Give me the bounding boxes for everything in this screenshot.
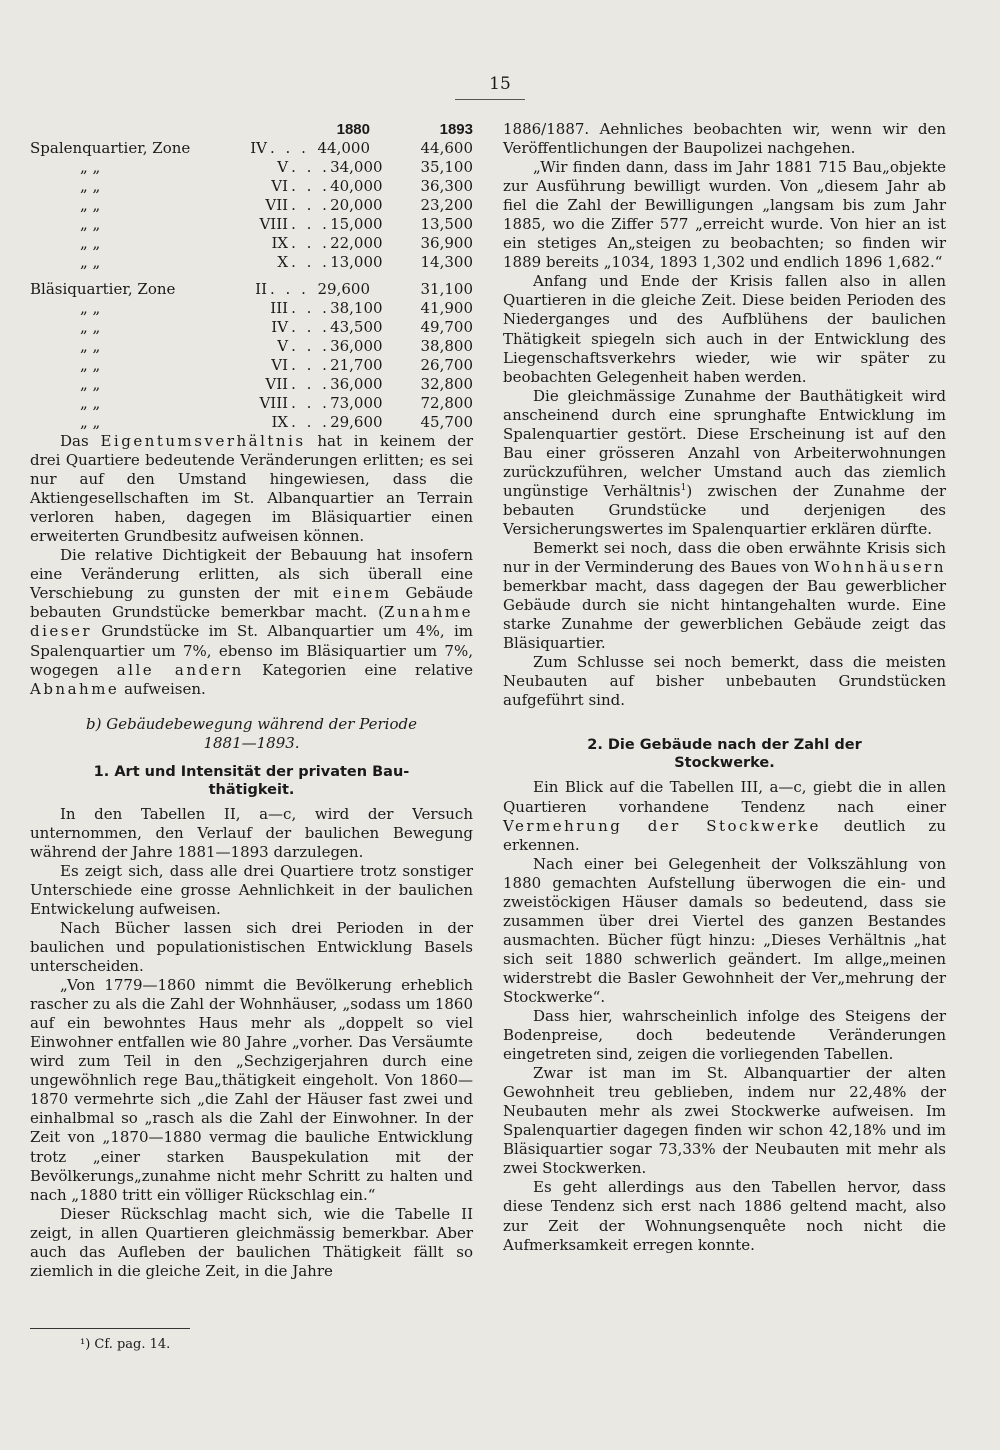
table-row bbox=[30, 158, 473, 177]
value-1893: 35,100 bbox=[420, 158, 473, 176]
zone-cell: VII bbox=[265, 375, 289, 393]
leader-dots: . . . bbox=[270, 280, 309, 298]
zone-cell: VI bbox=[271, 356, 289, 374]
zone-cell: III bbox=[270, 299, 289, 317]
quarter-label: „ „ bbox=[80, 356, 101, 374]
quarter-label: „ „ bbox=[80, 196, 101, 214]
value-1893: 41,900 bbox=[420, 299, 473, 317]
leader-dots: . . . bbox=[291, 394, 330, 412]
statistics-table bbox=[30, 120, 473, 432]
quarter-label: „ „ bbox=[80, 215, 101, 233]
paragraph: Es geht allerdings aus den Tabellen hervor, dass diese Tendenz sich erst nach 1886 geltend macht, also zur Zeit der Wohnungsenquête noch nicht die Aufmerksamkeit erregen konnte. bbox=[503, 1178, 946, 1254]
value-1893: 13,500 bbox=[420, 215, 473, 233]
table-row bbox=[30, 394, 473, 413]
value-1880: 34,000 bbox=[330, 158, 383, 176]
value-1893: 45,700 bbox=[420, 413, 473, 431]
zone-cell: VIII bbox=[259, 215, 289, 233]
quarter-label: „ „ bbox=[80, 413, 101, 431]
spalen-rows bbox=[30, 139, 473, 272]
paragraph: Die relative Dichtigkeit der Bebauung hat insofern eine Veränderung erlitten, als sich überall eine Verschiebung zu gunsten der mit einem Gebäude bebauten Grundstücke bemerkbar macht. (Zunahme dieser Grundstücke im St. Albanquartier um 4%, im Spalenquartier um 7%, ebenso im Bläsiquartier um 7%, wogegen alle andern Kategorien eine relative Abnahme aufweisen. bbox=[30, 546, 473, 698]
table-row bbox=[30, 280, 473, 299]
paragraph: In den Tabellen II, a—c, wird der Versuch unternommen, den Verlauf der baulichen Bewegung während der Jahre 1881—1893 darzulegen. bbox=[30, 804, 473, 861]
table-header-row bbox=[30, 120, 473, 139]
value-1893: 72,800 bbox=[420, 394, 473, 412]
paragraph: Die gleichmässige Zunahme der Bauthätigkeit wird anscheinend durch eine sprunghafte Entwicklung im Spalenquartier gestört. Diese Erscheinung ist auf den Bau einer grösseren Anzahl von Arbeiterwohnungen zurückzuführen, welcher Umstand auch das ziemlich ungünstige Verhältnis$^1$) zwischen der Zunahme der bebauten Grundstücke und derjenigen des Versicherungswertes im Spalenquartier erklären dürfte. bbox=[503, 386, 946, 538]
section-heading-1: 1. Art und Intensität der privaten Bau- thätigkeit. bbox=[93, 763, 410, 798]
header-1893: 1893 bbox=[439, 121, 473, 138]
value-1880: 36,000 bbox=[330, 337, 383, 355]
paragraph: Nach einer bei Gelegenheit der Volkszählung von 1880 gemachten Aufstellung überwogen die ein- und zweistöckigen Häuser damals so bedeutend, dass sie zusammen über drei Viertel des ganzen Bestandes ausmachten. Bücher fügt hinzu: „Dieses Verhältnis „hat sich seit 1880 schwerlich geändert. Im allge„meinen widerstrebt die Basler Gewohnheit der Ver„mehrung der Stockwerke“. bbox=[503, 854, 946, 1006]
quarter-label: „ „ bbox=[80, 337, 101, 355]
table-row bbox=[30, 413, 473, 432]
value-1893: 36,900 bbox=[420, 234, 473, 252]
paragraph: Es zeigt sich, dass alle drei Quartiere trotz sonstiger Unterschiede eine grosse Aehnlichkeit in der baulichen Entwickelung aufweisen. bbox=[30, 861, 473, 918]
zone-cell: V bbox=[277, 158, 289, 176]
value-1893: 32,800 bbox=[420, 375, 473, 393]
zone-cell: V bbox=[277, 337, 289, 355]
table-row bbox=[30, 196, 473, 215]
leader-dots: . . . bbox=[291, 253, 330, 271]
value-1880: 20,000 bbox=[330, 196, 383, 214]
quarter-label: „ „ bbox=[80, 318, 101, 336]
value-1880: 36,000 bbox=[330, 375, 383, 393]
header-1880: 1880 bbox=[336, 121, 370, 138]
leader-dots: . . . bbox=[291, 299, 330, 317]
value-1880: 15,000 bbox=[330, 215, 383, 233]
quotation-paragraph: „Wir finden dann, dass im Jahr 1881 715 Bau„objekte zur Ausführung bewilligt wurden. Von „diesem Jahr ab fiel die Zahl der Bewilligungen „langsam bis zum Jahr 1885, wo die Ziffer 577 „erreicht wurde. Von hier an ist ein stetiges An„steigen zu beobachten; so finden wir 1889 bereits „1034, 1893 1,302 und endlich 1896 1,682.“ bbox=[503, 158, 946, 272]
section-subheading-b: b) Gebäudebewegung während der Periode 1881—1893. bbox=[86, 714, 417, 752]
value-1880: 29,600 bbox=[330, 413, 383, 431]
value-1893: 31,100 bbox=[420, 280, 473, 298]
table-row bbox=[30, 337, 473, 356]
table-row bbox=[30, 177, 473, 196]
value-1880: 43,500 bbox=[330, 318, 383, 336]
leader-dots: . . . bbox=[291, 177, 330, 195]
paragraph: Bemerkt sei noch, dass die oben erwähnte Krisis sich nur in der Verminderung des Baues von Wohnhäusern bemerkbar macht, dass dagegen der Bau gewerblicher Gebäude durch sie nicht hintangehalten wurde. Eine starke Zunahme der gewerblichen Gebäude zeigt das Bläsiquartier. bbox=[503, 539, 946, 653]
table-row bbox=[30, 215, 473, 234]
zone-cell: IV bbox=[271, 318, 289, 336]
paragraph: Anfang und Ende der Krisis fallen also in allen Quartieren in die gleiche Zeit. Diese beiden Perioden des Niederganges und des Aufblühens der baulichen Thätigkeit spiegeln sich auch in der Entwicklung des Liegenschaftsverkehrs wieder, wie wir später zu beobachten Gelegenheit haben werden. bbox=[503, 272, 946, 386]
value-1893: 49,700 bbox=[420, 318, 473, 336]
value-1880: 44,000 bbox=[317, 139, 370, 157]
paragraph: Dieser Rückschlag macht sich, wie die Tabelle II zeigt, in allen Quartieren gleichmässig bemerkbar. Aber auch das Aufleben der baulichen Thätigkeit fällt so ziemlich in die gleiche Zeit, in die Jahre bbox=[30, 1204, 473, 1280]
leader-dots: . . . bbox=[291, 215, 330, 233]
leader-dots: . . . bbox=[291, 318, 330, 336]
leader-dots: . . . bbox=[291, 356, 330, 374]
value-1893: 23,200 bbox=[420, 196, 473, 214]
value-1880: 40,000 bbox=[330, 177, 383, 195]
footnote-marker: 1 bbox=[680, 482, 687, 493]
value-1893: 36,300 bbox=[420, 177, 473, 195]
quotation-paragraph: „Von 1779—1860 nimmt die Bevölkerung erheblich rascher zu als die Zahl der Wohnhäuser, „sodass um 1860 auf ein bewohntes Haus mehr als „doppelt so viel Einwohner entfallen wie 80 Jahre „vorher. Das Versäumte wird zum Teil in den „Sechzigerjahren durch eine ungewöhnlich rege Bau„thätigkeit eingeholt. Von 1860—1870 vermehrte sich „die Zahl der Häuser fast zwei und einhalbmal so „rasch als die Zahl der Einwohner. In der Zeit von „1870—1880 vermag die bauliche Entwicklung trotz „einer starken Bauspekulation mit der Bevölkerungs„zunahme nicht mehr Schritt zu halten und nach „1880 tritt ein völliger Rückschlag ein.“ bbox=[30, 976, 473, 1204]
value-1880: 13,000 bbox=[330, 253, 383, 271]
paragraph: Zum Schlusse sei noch bemerkt, dass die meisten Neubauten auf bisher unbebauten Grundstücken aufgeführt sind. bbox=[503, 653, 946, 710]
value-1880: 29,600 bbox=[317, 280, 370, 298]
value-1880: 21,700 bbox=[330, 356, 383, 374]
quarter-label: „ „ bbox=[80, 253, 101, 271]
section-heading-2: 2. Die Gebäude nach der Zahl der Stockwerke. bbox=[587, 737, 862, 772]
quarter-label: Bläsiquartier, Zone bbox=[30, 280, 176, 298]
value-1893: 38,800 bbox=[420, 337, 473, 355]
leader-dots: . . . bbox=[291, 375, 330, 393]
table-row bbox=[30, 356, 473, 375]
leader-dots: . . . bbox=[291, 234, 330, 252]
left-column bbox=[30, 120, 473, 1281]
paragraph: Nach Bücher lassen sich drei Perioden in der baulichen und populationistischen Entwicklung Basels unterscheiden. bbox=[30, 918, 473, 976]
paragraph: Zwar ist man im St. Albanquartier der alten Gewohnheit treu geblieben, indem nur 22,48% der Neubauten mehr als zwei Stockwerke aufweisen. Im Spalenquartier dagegen finden wir schon 42,18% und im Bläsiquartier sogar 73,33% der Neubauten mit mehr als zwei Stockwerken. bbox=[503, 1064, 946, 1178]
quarter-label: „ „ bbox=[80, 299, 101, 317]
zone-cell: IX bbox=[271, 413, 289, 431]
zone-cell: II bbox=[255, 280, 267, 298]
table-row bbox=[30, 139, 473, 158]
footnote-rule bbox=[30, 1328, 190, 1329]
paragraph: Dass hier, wahrscheinlich infolge des Steigens der Bodenpreise, doch bedeutende Veränderungen eingetreten sind, zeigen die vorliegenden Tabellen. bbox=[503, 1007, 946, 1064]
leader-dots: . . . bbox=[291, 158, 330, 176]
blaesi-rows bbox=[30, 280, 473, 432]
zone-cell: IX bbox=[271, 234, 289, 252]
zone-cell: X bbox=[277, 253, 289, 271]
value-1893: 26,700 bbox=[420, 356, 473, 374]
paragraph: 1886/1887. Aehnliches beobachten wir, wenn wir den Veröffentlichungen der Baupolizei nachgehen. bbox=[503, 120, 946, 158]
value-1880: 38,100 bbox=[330, 299, 383, 317]
quarter-label: „ „ bbox=[80, 234, 101, 252]
leader-dots: . . . bbox=[291, 196, 330, 214]
value-1880: 22,000 bbox=[330, 234, 383, 252]
right-column bbox=[503, 120, 946, 1255]
quarter-label: „ „ bbox=[80, 394, 101, 412]
table-row bbox=[30, 318, 473, 337]
quarter-label: „ „ bbox=[80, 375, 101, 393]
page-number-rule bbox=[455, 99, 525, 100]
footnote: ¹) Cf. pag. 14. bbox=[80, 1337, 171, 1352]
table-row bbox=[30, 234, 473, 253]
value-1880: 73,000 bbox=[330, 394, 383, 412]
table-row bbox=[30, 299, 473, 318]
leader-dots: . . . bbox=[291, 337, 330, 355]
zone-cell: VIII bbox=[259, 394, 289, 412]
zone-cell: IV bbox=[250, 139, 267, 157]
zone-cell: VII bbox=[265, 196, 289, 214]
page-number: 15 bbox=[489, 74, 511, 94]
quarter-label: „ „ bbox=[80, 158, 101, 176]
value-1893: 14,300 bbox=[420, 253, 473, 271]
paragraph: Ein Blick auf die Tabellen III, a—c, giebt die in allen Quartieren vorhandene Tendenz nach einer Vermehrung der Stockwerke deutlich zu erkennen. bbox=[503, 778, 946, 854]
table-row bbox=[30, 253, 473, 272]
leader-dots: . . . bbox=[270, 139, 309, 157]
table-row bbox=[30, 375, 473, 394]
paragraph: Das Eigentumsverhältnis hat in keinem der drei Quartiere bedeutende Veränderungen erlitten; es sei nur auf den Umstand hingewiesen, dass die Aktiengesellschaften im St. Albanquartier an Terrain verloren haben, dagegen im Bläsiquartier einen erweiterten Grundbesitz aufweisen können. bbox=[30, 432, 474, 546]
leader-dots: . . . bbox=[291, 413, 330, 431]
value-1893: 44,600 bbox=[420, 139, 473, 157]
quarter-label: Spalenquartier, Zone bbox=[30, 139, 191, 157]
zone-cell: VI bbox=[271, 177, 289, 195]
quarter-label: „ „ bbox=[80, 177, 101, 195]
